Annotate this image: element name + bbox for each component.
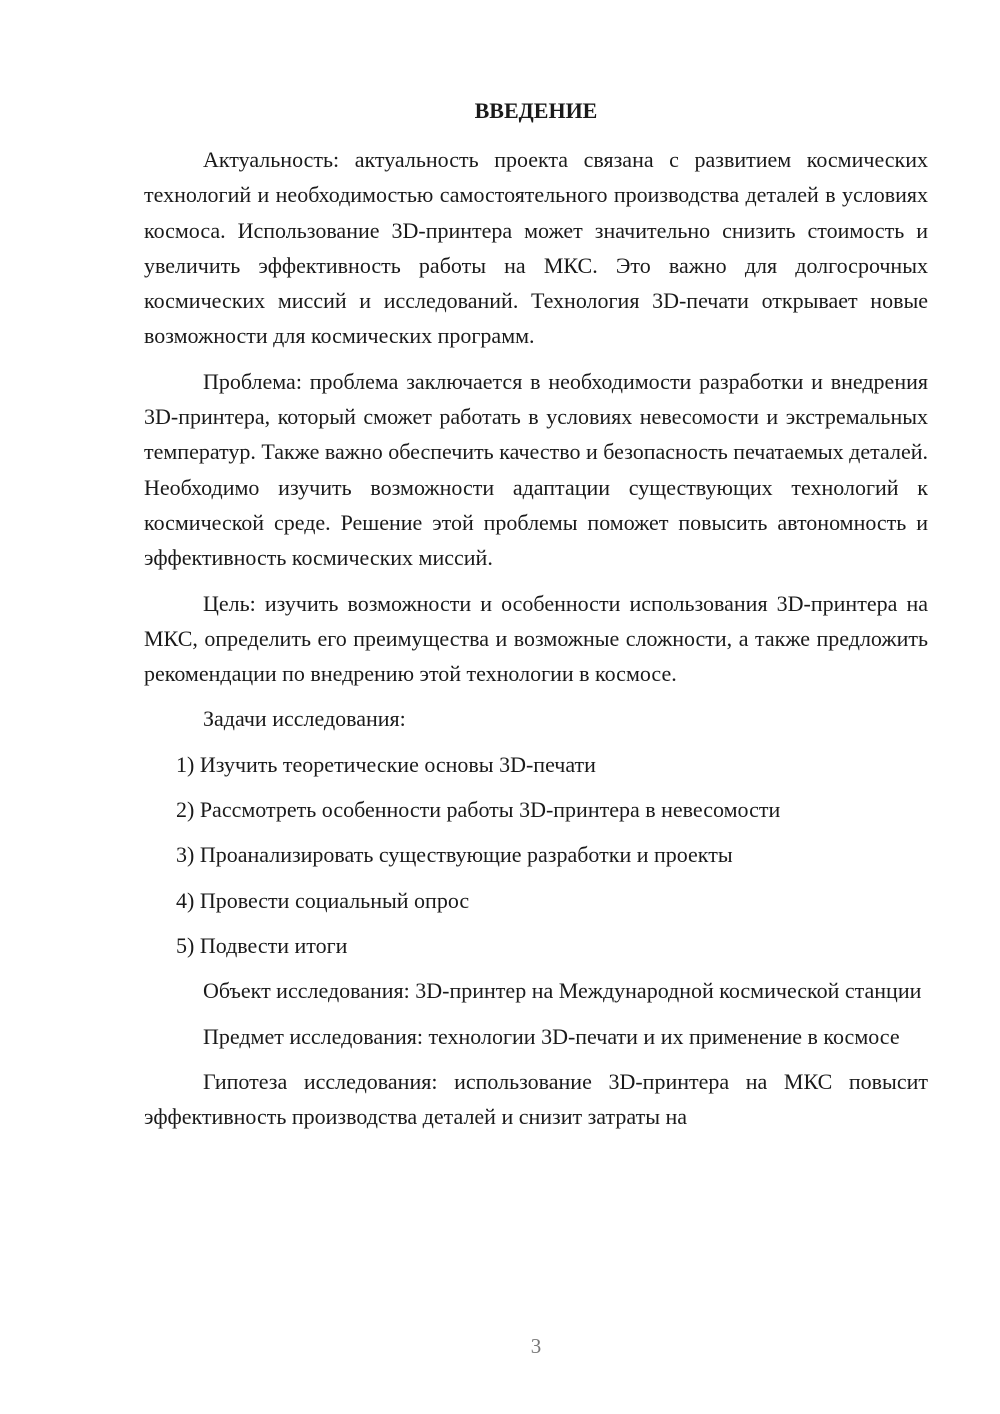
document-body	[144, 142, 928, 1144]
paragraph-problem: Проблема: проблема заключается в необходимости разработки и внедрения 3D-принтера, который сможет работать в условиях невесомости и экстремальных температур. Также важно обеспечить качество и безопасность печатаемых деталей. Необходимо изучить возможности адаптации существующих технологий к космической среде. Решение этой проблемы поможет повысить автономность и эффективность космических миссий.	[144, 368, 928, 571]
paragraph-object: Объект исследования: 3D-принтер на Международной космической станции	[203, 978, 922, 1004]
task-item: 4) Провести социальный опрос	[176, 887, 470, 913]
page-number: 3	[530, 1334, 542, 1358]
task-item: 2) Рассмотреть особенности работы 3D-принтера в невесомости	[176, 797, 781, 823]
task-item: 3) Проанализировать существующие разработки и проекты	[176, 842, 733, 868]
paragraph-hypothesis: Гипотеза исследования: использование 3D-принтера на МКС повысит эффективность производства деталей и снизит затраты на	[144, 1068, 928, 1130]
paragraph-goal: Цель: изучить возможности и особенности использования 3D-принтера на МКС, определить его преимущества и возможные сложности, а также предложить рекомендации по внедрению этой технологии в космосе.	[144, 590, 928, 687]
paragraph-subject: Предмет исследования: технологии 3D-печати и их применение в космосе	[203, 1023, 900, 1049]
task-item: 1) Изучить теоретические основы 3D-печати	[176, 751, 596, 777]
task-item: 5) Подвести итоги	[176, 932, 348, 958]
tasks-heading: Задачи исследования:	[203, 706, 406, 732]
section-title: ВВЕДЕНИЕ	[474, 98, 598, 123]
paragraph-relevance: Актуальность: актуальность проекта связана с развитием космических технологий и необходимостью самостоятельного производства деталей в условиях космоса. Использование 3D-принтера может значительно снизить стоимость и увеличить эффективность работы на МКС. Это важно для долгосрочных космических миссий и исследований. Технология 3D-печати открывает новые возможности для космических программ.	[144, 147, 928, 349]
